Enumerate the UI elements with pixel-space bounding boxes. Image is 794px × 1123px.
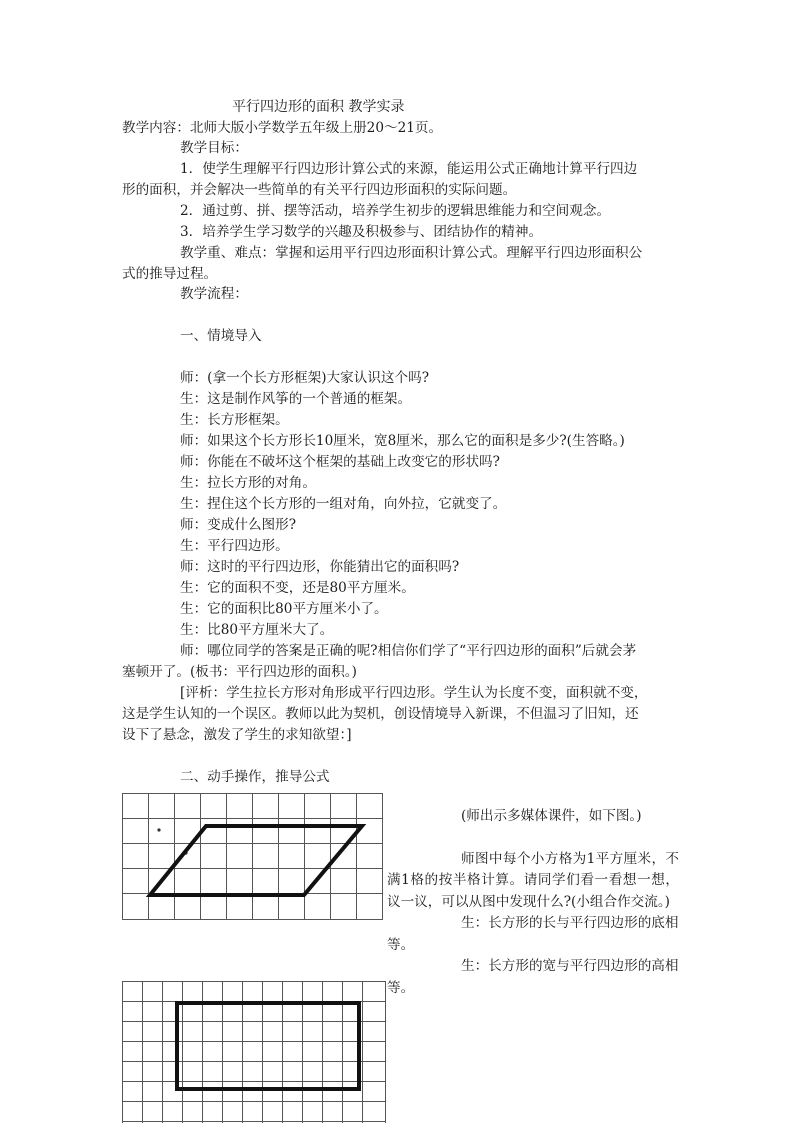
dialogue-line: 生：它的面积比80平方厘米小了。 (180, 601, 388, 617)
text-line: 教学流程： (180, 286, 248, 302)
dialogue-line: 塞顿开了。(板书：平行四边形的面积。) (122, 664, 357, 680)
dialogue-line: 师：这时的平行四边形，你能猜出它的面积吗? (180, 559, 460, 575)
figure-caption-column (387, 806, 679, 999)
text-line: 形的面积，并会解决一些简单的有关平行四边形面积的实际问题。 (122, 182, 517, 198)
grid-dots (157, 828, 187, 854)
grid-lines (122, 793, 383, 920)
figure-caption: (师出示多媒体课件，如下图。) (461, 808, 642, 824)
commentary-line: 这是学生认知的一个误区。教师以此为契机，创设情境导入新课，不但温习了旧知，还 (122, 706, 639, 722)
teacher-prompt: 师图中每个小方格为1平方厘米，不满1格的按半格计算。请同学们看一看想一想，议一议，可以从图中发现什么?(小组合作交流。) (387, 850, 679, 910)
text-line: 3．培养学生学习数学的兴趣及积极参与、团结协作的精神。 (180, 224, 543, 240)
section-heading: 一、情境导入 (180, 328, 262, 344)
dialogue-line: 生：长方形框架。 (180, 412, 289, 428)
text-line: 1．使学生理解平行四边形计算公式的来源，能运用公式正确地计算平行四边 (180, 161, 638, 177)
dialogue-line: 生：它的面积不变，还是80平方厘米。 (180, 580, 415, 596)
parallelogram-grid-figure (122, 793, 383, 920)
text-line: 2．通过剪、拼、摆等活动，培养学生初步的逻辑思维能力和空间观念。 (180, 203, 611, 219)
dialogue-line: 生：这是制作风筝的一个普通的框架。 (180, 391, 412, 407)
page-title: 平行四边形的面积 教学实录 (232, 99, 405, 115)
section-heading: 二、动手操作，推导公式 (180, 769, 330, 785)
dialogue-line: 师：(拿一个长方形框架)大家认识这个吗? (180, 370, 429, 386)
dialogue-line: 生：拉长方形的对角。 (180, 475, 316, 491)
dialogue-line: 师：你能在不破坏这个框架的基础上改变它的形状吗? (180, 454, 500, 470)
dialogue-line: 师：哪位同学的答案是正确的呢?相信你们学了“平行四边形的面积”后就会茅 (180, 643, 637, 659)
rectangle-grid-figure (122, 981, 386, 1123)
dialogue-line: 生：比80平方厘米大了。 (180, 622, 334, 638)
dialogue-line: 生：捏住这个长方形的一组对角，向外拉，它就变了。 (180, 496, 507, 512)
dialogue-line: 师：如果这个长方形长10厘米，宽8厘米，那么它的面积是多少?(生答略。) (180, 433, 625, 449)
student-answer: 生：长方形的宽与平行四边形的高相等。 (387, 958, 679, 996)
text-line: 教学重、难点：掌握和运用平行四边形面积计算公式。理解平行四边形面积公 (180, 245, 643, 261)
rectangle-shape (177, 1003, 359, 1089)
student-answer: 生：长方形的长与平行四边形的底相等。 (387, 915, 679, 953)
dialogue-line: 师：变成什么图形? (180, 517, 297, 533)
text-line: 教学目标： (180, 140, 248, 156)
text-line: 教学内容：北师大版小学数学五年级上册20～21页。 (122, 120, 443, 136)
commentary-line: [评析：学生拉长方形对角形成平行四边形。学生认为长度不变，面积就不变， (180, 685, 648, 701)
dialogue-line: 生：平行四边形。 (180, 538, 289, 554)
commentary-line: 设下了悬念，激发了学生的求知欲望：] (122, 727, 352, 743)
text-line: 式的推导过程。 (122, 266, 218, 282)
